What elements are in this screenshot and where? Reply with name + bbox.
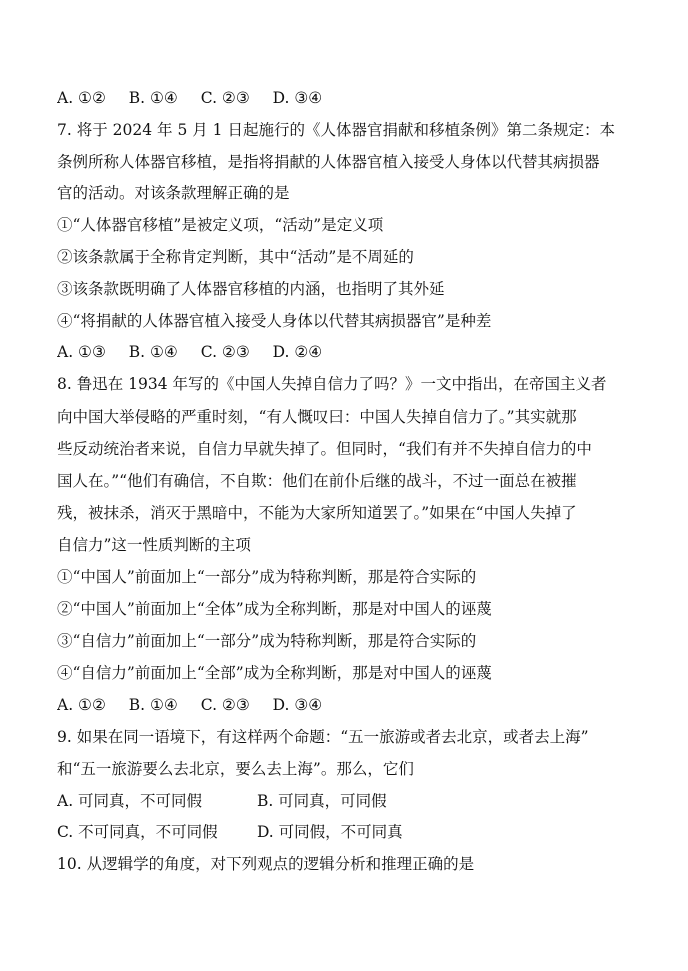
q6-option-c: C. ②③ — [200, 89, 250, 107]
q8-option-a: A. ①② — [57, 696, 106, 714]
q9-option-d: D. 可同假，不可同真 — [256, 823, 403, 841]
q9-stem-line-2: 和“五一旅游要么去北京，要么去上海”。那么，它们 — [57, 760, 414, 778]
q7-statement-4: ④“将捐献的人体器官植入接受人身体以代替其病损器官”是种差 — [57, 312, 492, 330]
q7-statement-1: ①“人体器官移植”是被定义项，“活动”是定义项 — [57, 216, 384, 234]
q8-statement-4: ④“自信力”前面加上“全部”成为全称判断，那是对中国人的诬蔑 — [57, 664, 492, 682]
q8-option-d: D. ③④ — [272, 696, 323, 714]
q6-option-b: B. ①④ — [128, 89, 178, 107]
q7-stem-line-3: 官的活动。对该条款理解正确的是 — [57, 184, 290, 202]
q9-options-row-1 — [57, 791, 657, 811]
q9-options-row-2 — [57, 822, 657, 842]
q8-stem-line-3: 些反动统治者来说，自信力早就失掉了。但同时，“我们有并不失掉自信力的中 — [57, 440, 592, 458]
q8-option-b: B. ①④ — [128, 696, 178, 714]
q7-statement-3: ③该条款既明确了人体器官移植的内涵，也指明了其外延 — [57, 280, 445, 298]
q6-option-a: A. ①② — [57, 89, 106, 107]
q8-stem-line-5: 残，被抹杀，消灭于黑暗中，不能为大家所知道罢了。”如果在“中国人失掉了 — [57, 504, 577, 522]
q9-stem-line-1: 9. 如果在同一语境下，有这样两个命题：“五一旅游或者去北京，或者去上海” — [57, 728, 589, 746]
q7-option-d: D. ②④ — [272, 343, 323, 361]
q10-stem-line-1: 10. 从逻辑学的角度，对下列观点的逻辑分析和推理正确的是 — [57, 855, 475, 873]
q8-stem-line-2: 向中国大举侵略的严重时刻，“有人慨叹曰：中国人失掉自信力了。”其实就那 — [57, 408, 577, 426]
q8-option-c: C. ②③ — [200, 696, 250, 714]
q8-options — [57, 695, 657, 715]
q8-stem-line-1: 8. 鲁迅在 1934 年写的《中国人失掉自信力了吗？》一文中指出，在帝国主义者 — [57, 375, 607, 393]
q7-option-c: C. ②③ — [200, 343, 250, 361]
q8-statement-2: ②“中国人”前面加上“全体”成为全称判断，那是对中国人的诬蔑 — [57, 600, 492, 618]
q7-stem-line-2: 条例所称人体器官移植，是指将捐献的人体器官植入接受人身体以代替其病损器 — [57, 153, 600, 171]
q8-statement-1: ①“中国人”前面加上“一部分”成为特称判断，那是符合实际的 — [57, 568, 477, 586]
q7-stem-line-1: 7. 将于 2024 年 5 月 1 日起施行的《人体器官捐献和移植条例》第二条规定：本 — [57, 121, 615, 139]
q7-option-b: B. ①④ — [128, 343, 178, 361]
q8-stem-line-4: 国人在。”“他们有确信，不自欺：他们在前仆后继的战斗，不过一面总在被摧 — [57, 472, 577, 490]
q9-option-c: C. 不可同真，不可同假 — [57, 823, 218, 841]
q6-options — [57, 88, 657, 108]
q8-stem-line-6: 自信力”这一性质判断的主项 — [57, 536, 251, 554]
q7-statement-2: ②该条款属于全称肯定判断，其中“活动”是不周延的 — [57, 248, 414, 266]
q9-option-b: B. 可同真，可同假 — [256, 792, 387, 810]
q9-option-a: A. 可同真，不可同假 — [57, 792, 203, 810]
q8-statement-3: ③“自信力”前面加上“一部分”成为特称判断，那是符合实际的 — [57, 632, 477, 650]
q7-options — [57, 342, 657, 362]
q6-option-d: D. ③④ — [272, 89, 323, 107]
q7-option-a: A. ①③ — [57, 343, 106, 361]
